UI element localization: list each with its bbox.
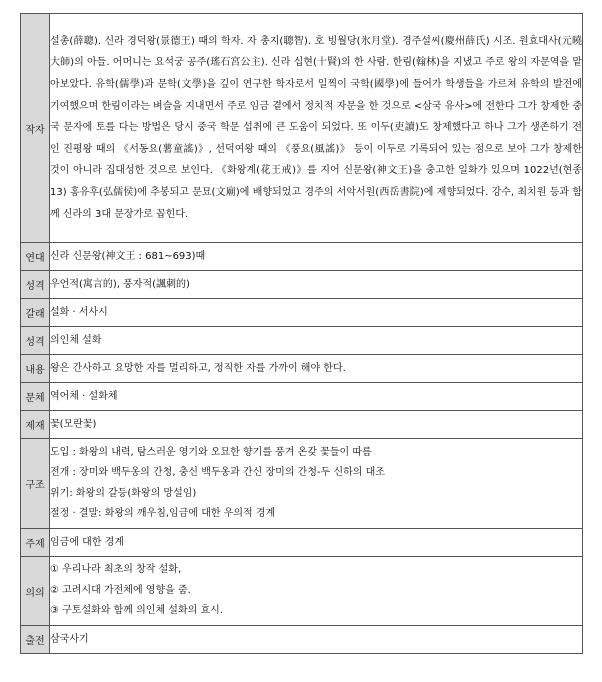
row-value: 왕은 간사하고 요망한 자를 멀리하고, 정직한 자를 가까이 해야 한다. <box>50 355 583 383</box>
structure-list <box>50 439 583 529</box>
row-significance <box>21 557 583 626</box>
row-author <box>21 14 583 243</box>
structure-intro: 도입 : 화왕의 내력, 탐스러운 영기와 오묘한 향기를 풍겨 온갖 꽃들이 따름 <box>50 446 372 458</box>
row-label: 갈래 <box>21 299 50 327</box>
row-character <box>21 271 583 299</box>
row-label: 출전 <box>21 626 50 654</box>
row-genre <box>21 299 583 327</box>
info-table <box>20 13 583 654</box>
significance-item: ③ 구토설화와 함께 의인체 설화의 효시. <box>50 605 223 617</box>
structure-development: 전개 : 장미와 백두옹의 간청, 충신 백두옹과 간신 장미의 간청-두 신하의 대조 <box>50 467 385 478</box>
row-structure <box>21 439 583 529</box>
row-label: 연대 <box>21 243 50 271</box>
row-value: 꽃(모란꽃) <box>50 411 583 439</box>
row-theme <box>21 529 583 557</box>
row-label: 의의 <box>21 557 50 626</box>
row-label: 주제 <box>21 529 50 557</box>
row-label: 내용 <box>21 355 50 383</box>
significance-item: ② 고려시대 가전체에 영향을 줌. <box>50 584 191 596</box>
author-description: 설총(薛聰). 신라 경덕왕(景德王) 때의 학자. 자 총지(聰智). 호 빙월당(氷月堂). 경주설씨(慶州薛氏) 시조. 원효대사(元曉大師)의 아들. 어머니는 요석궁 공주(瑤石宮公主). 신라 십현(十賢)의 한 사람. 한림(翰林)을 지냈고 주로 왕의 자문역을 맡아보았다. 유학(儒學)과 문학(文學)을 깊이 연구한 학자로서 일찍이 국학(國學)에 들어가 학생들을 가르쳐 유학의 발전에 기여했으며 한림이라는 벼슬을 지내면서 주로 임금 곁에서 정치적 자문을 한 것으로 <삼국 유사>에 전한다 그가 창제한 중국 문자에 토를 다는 방법은 당시 중국 학문 섭취에 큰 도움이 되었다. 또 이두(吏讀)도 창제했다고 하나 그가 생존하기 전인 진평왕 때의 《서동요(薯童謠)》, 선덕여왕 때의 《풍요(風謠)》 등이 이두로 기록되어 있는 점으로 보아 그가 창제한 것이 아니라 집대성한 것으로 보인다. 《화왕계(花王戒)》를 지어 신문왕(神文王)을 충고한 일화가 있으며 1022년(현종 13) 홍유후(弘儒侯)에 추봉되고 문묘(文廟)에 배향되었고 경주의 서악서원(西岳書院)에 제향되었다. 강수, 최치원 등과 함께 신라의 3대 문장가로 꼽힌다. <box>50 14 583 243</box>
row-label: 문체 <box>21 383 50 411</box>
row-value: 역어체 · 설화체 <box>50 383 583 411</box>
structure-crisis: 위기: 화왕의 갈등(화왕의 망설임) <box>50 487 197 499</box>
row-value: 삼국사기 <box>50 626 583 654</box>
significance-list <box>50 557 583 626</box>
row-value: 우언적(寓言的), 풍자적(諷刺的) <box>50 271 583 299</box>
row-label: 성격 <box>21 327 50 355</box>
row-value: 의인체 설화 <box>50 327 583 355</box>
structure-climax: 절정 · 결말: 화왕의 깨우침,임금에 대한 우의적 경계 <box>50 508 276 519</box>
row-label: 성격 <box>21 271 50 299</box>
row-content <box>21 355 583 383</box>
row-label: 구조 <box>21 439 50 529</box>
row-subject-matter <box>21 411 583 439</box>
row-source <box>21 626 583 654</box>
row-value: 설화 · 서사시 <box>50 299 583 327</box>
row-label: 작자 <box>21 14 50 243</box>
significance-item: ① 우리나라 최초의 창작 설화, <box>50 564 182 576</box>
row-character-2 <box>21 327 583 355</box>
row-era <box>21 243 583 271</box>
row-label: 제재 <box>21 411 50 439</box>
row-style <box>21 383 583 411</box>
row-value: 임금에 대한 경계 <box>50 529 583 557</box>
row-value: 신라 신문왕(神文王 : 681~693)때 <box>50 243 583 271</box>
